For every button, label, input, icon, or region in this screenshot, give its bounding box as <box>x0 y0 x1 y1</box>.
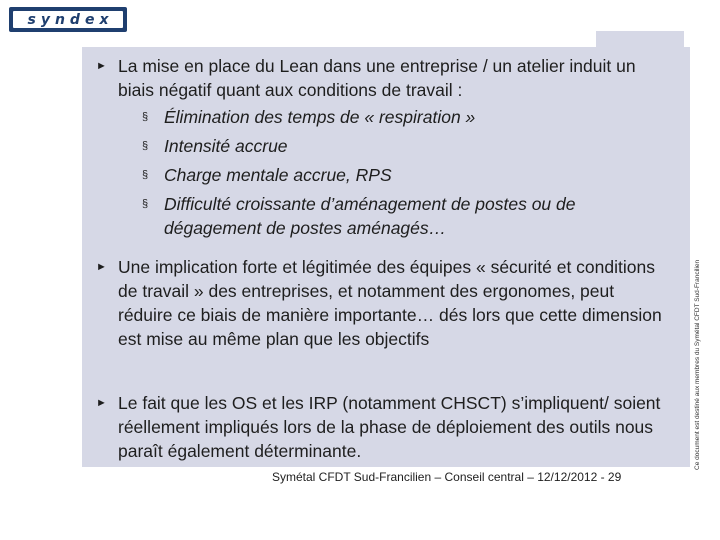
bullet-text: La mise en place du Lean dans une entreprise / un atelier induit un biais négatif quant aux conditions de travail : <box>118 56 636 100</box>
square-bullet-icon: § <box>142 169 149 181</box>
sub-bullet-item <box>142 105 662 129</box>
sub-bullet-item <box>142 163 662 187</box>
square-bullet-icon: § <box>142 198 149 210</box>
bullet-item <box>96 391 671 463</box>
syndex-logo <box>9 7 127 32</box>
logo-inner <box>13 11 123 28</box>
square-bullet-icon: § <box>142 111 149 123</box>
logo-text: syndex <box>27 11 114 28</box>
bullet-text: Une implication forte et légitimée des équipes « sécurité et conditions de travail » des entreprises, et notamment des ergonomes, peut réduire ce biais de manière importante… dés lors que cette dimension est mise au même plan que les objectifs <box>118 257 662 349</box>
bullet-item <box>96 255 671 351</box>
triangle-right-icon: ► <box>96 60 107 72</box>
bullet-item <box>96 54 666 102</box>
bullet-text: Le fait que les OS et les IRP (notamment CHSCT) s’impliquent/ soient réellement impliqués lors de la phase de déploiement des outils nous paraît également déterminante. <box>118 393 661 461</box>
triangle-right-icon: ► <box>96 397 107 409</box>
sub-bullet-item <box>142 134 662 158</box>
sub-bullet-text: Élimination des temps de « respiration » <box>164 107 476 127</box>
sub-bullet-item <box>142 192 662 240</box>
triangle-right-icon: ► <box>96 261 107 273</box>
square-bullet-icon: § <box>142 140 149 152</box>
sub-bullet-text: Difficulté croissante d’aménagement de postes ou de dégagement de postes aménagés… <box>164 194 576 238</box>
slide-footer: Symétal CFDT Sud-Francilien – Conseil central – 12/12/2012 - 29 <box>272 470 622 484</box>
sub-bullet-text: Charge mentale accrue, RPS <box>164 165 392 185</box>
sub-bullet-text: Intensité accrue <box>164 136 288 156</box>
side-disclaimer: Ce document est destiné aux membres du Symétal CFDT Sud-Francilien <box>694 259 701 470</box>
